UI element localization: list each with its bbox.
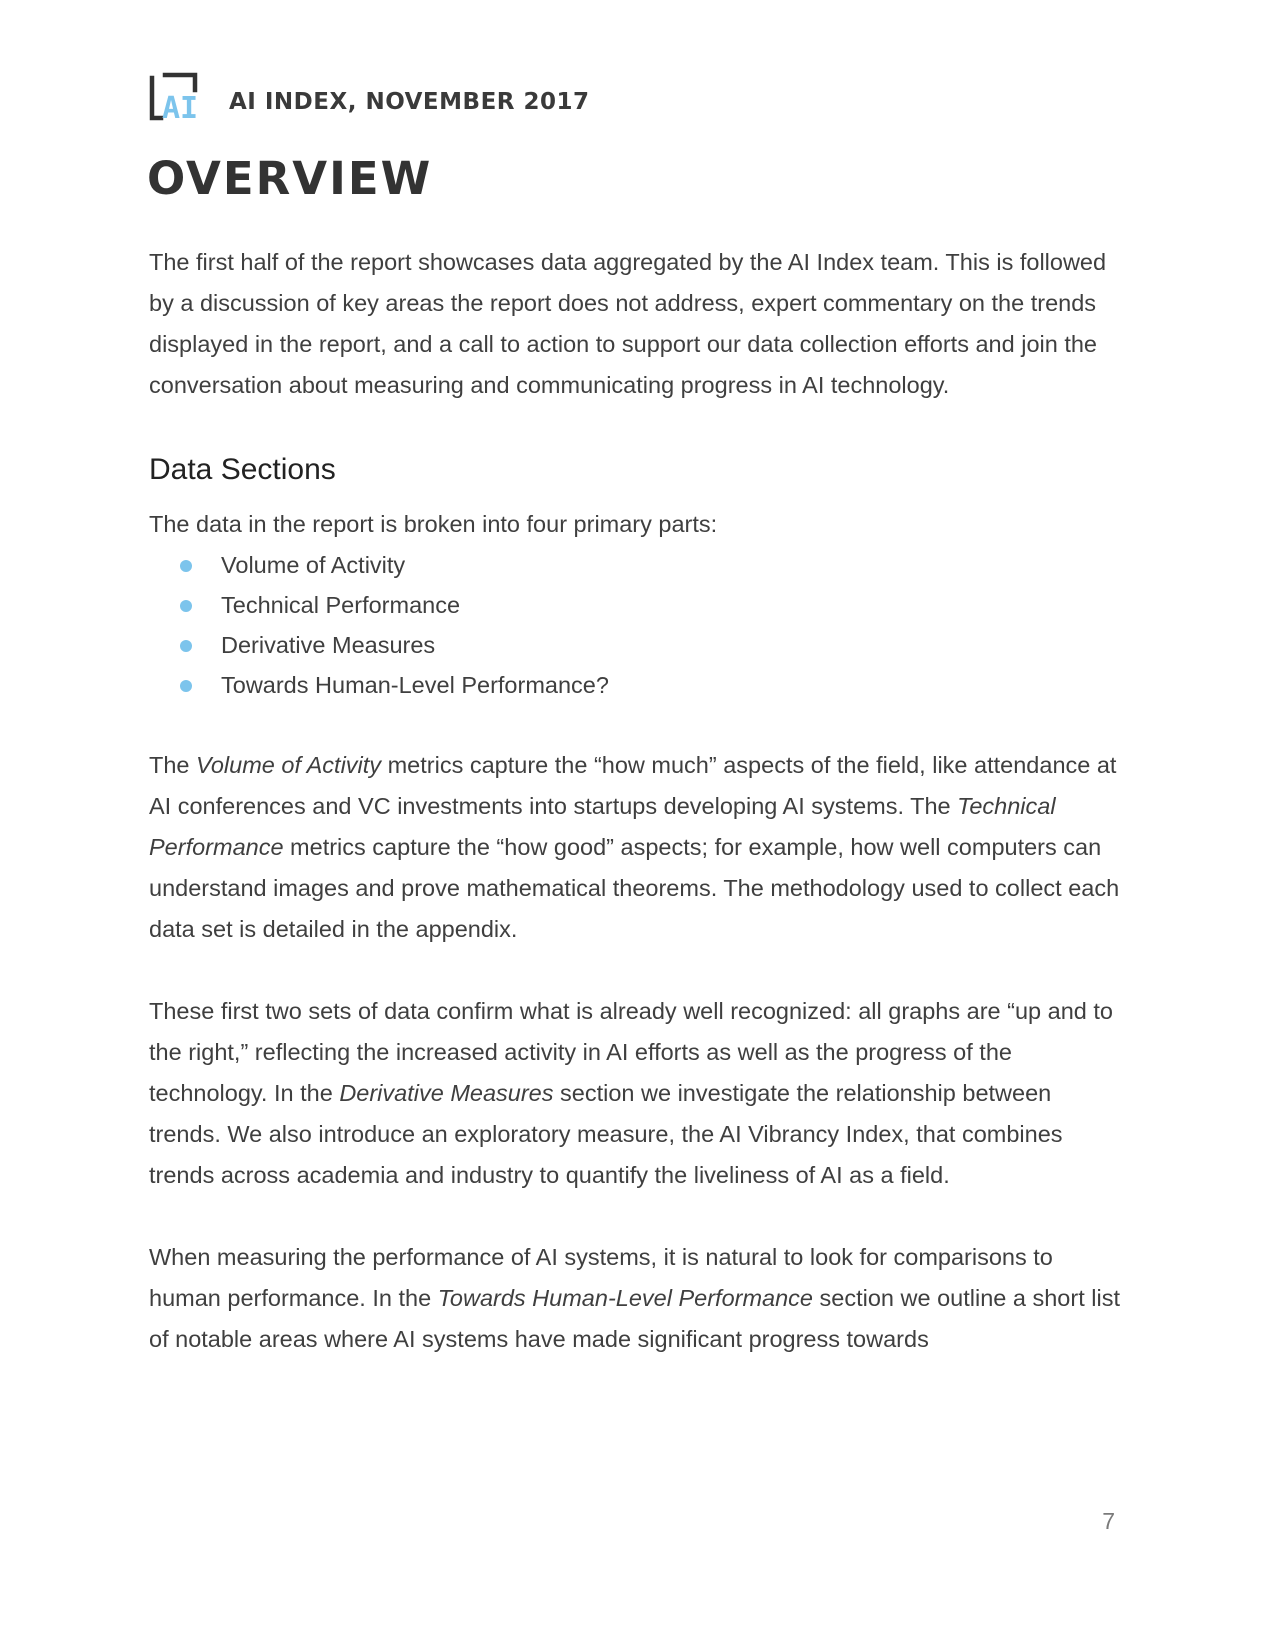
list-item bbox=[149, 625, 1129, 665]
intro-paragraph: The first half of the report showcases data aggregated by the AI Index team. This is followed by a discussion of key areas the report does not address, expert commentary on the trends displayed in the report, and a call to action to support our data collection efforts and join the conversation about measuring and communicating progress in AI technology. bbox=[149, 249, 1107, 398]
text-run: When measuring the performance of AI systems, it is natural to look for comparisons to human performance. In the bbox=[149, 1244, 1053, 1311]
list-item-label: Towards Human-Level Performance? bbox=[221, 672, 609, 698]
ai-index-logo bbox=[149, 72, 207, 124]
page-number: 7 bbox=[1102, 1508, 1115, 1534]
main-content bbox=[149, 242, 1129, 1360]
bullet-icon bbox=[180, 640, 192, 652]
report-title: AI INDEX, NOVEMBER 2017 bbox=[229, 89, 590, 115]
emphasis-derivative-measures: Derivative Measures bbox=[339, 1080, 554, 1106]
text-run: section we investigate the relationship between trends. We also introduce an exploratory measure, the AI Vibrancy Index, that combines trends across academia and industry to quantify the liveliness of AI as a field. bbox=[149, 1080, 1063, 1188]
list-item-label: Technical Performance bbox=[221, 592, 461, 618]
list-item bbox=[149, 545, 1129, 585]
list-item-label: Derivative Measures bbox=[221, 632, 436, 658]
derivative-paragraph bbox=[149, 991, 1129, 1196]
parts-list bbox=[149, 545, 1129, 705]
bullet-icon bbox=[180, 680, 192, 692]
emphasis-technical-performance: Technical Performance bbox=[149, 793, 1056, 860]
list-item bbox=[149, 665, 1129, 705]
bullet-icon bbox=[180, 600, 192, 612]
section-heading: Data Sections bbox=[149, 453, 336, 486]
text-run: metrics capture the “how good” aspects; for example, how well computers can understand images and prove mathematical theorems. The methodology used to collect each data set is detailed in the appendix. bbox=[149, 834, 1120, 942]
list-item-label: Volume of Activity bbox=[221, 552, 406, 578]
emphasis-human-level-performance: Towards Human-Level Performance bbox=[437, 1285, 814, 1311]
human-level-paragraph bbox=[149, 1237, 1129, 1360]
text-run: metrics capture the “how much” aspects of the field, like attendance at AI conferences and VC investments into startups developing AI systems. The bbox=[149, 752, 1117, 819]
bullet-icon bbox=[180, 560, 192, 572]
text-run: section we outline a short list of notable areas where AI systems have made significant progress towards bbox=[149, 1285, 1120, 1352]
emphasis-volume-of-activity: Volume of Activity bbox=[196, 752, 382, 778]
page-header bbox=[149, 72, 590, 124]
text-run: The bbox=[149, 752, 197, 778]
page-title: OVERVIEW bbox=[147, 152, 433, 205]
list-intro: The data in the report is broken into four primary parts: bbox=[149, 511, 718, 537]
list-item bbox=[149, 585, 1129, 625]
logo-text: AI bbox=[162, 91, 199, 124]
volume-paragraph bbox=[149, 745, 1129, 950]
text-run: These first two sets of data confirm what is already well recognized: all graphs are “up and to the right,” reflecting the increased activity in AI efforts as well as the progress of the technology. In the bbox=[149, 998, 1113, 1106]
